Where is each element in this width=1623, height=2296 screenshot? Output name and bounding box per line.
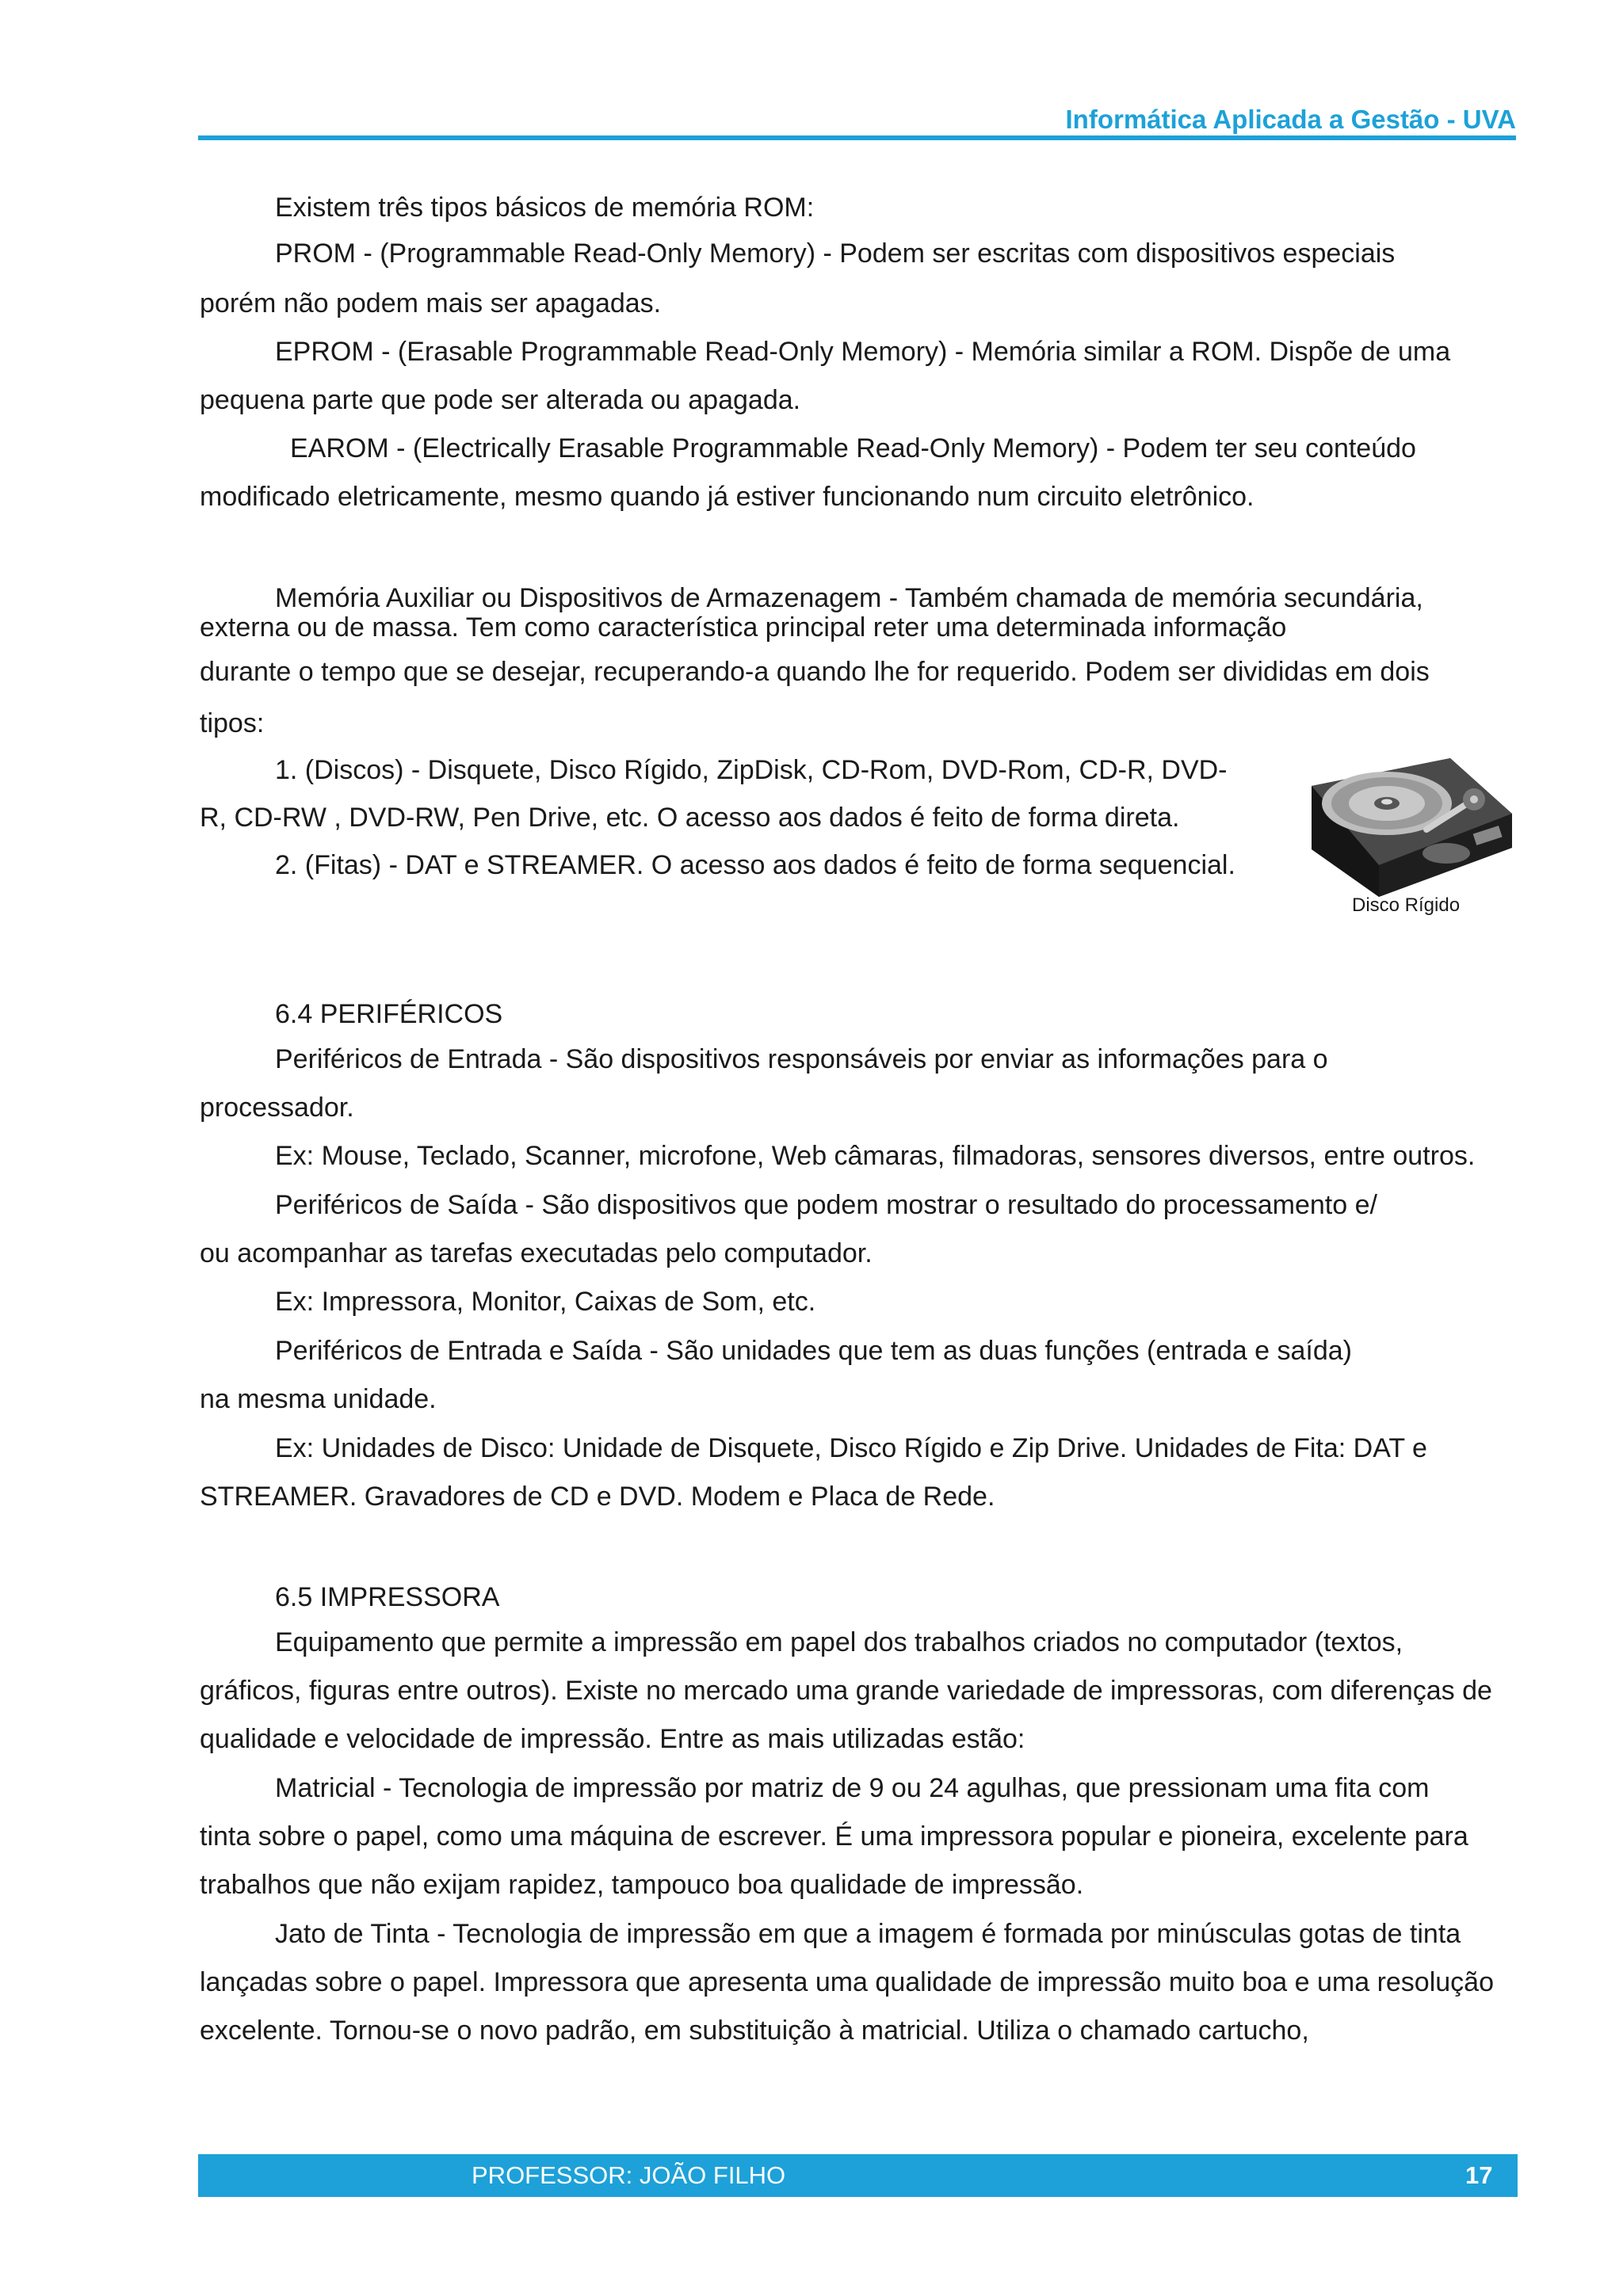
impressora-matricial-line-3: trabalhos que não exijam rapidez, tampouco boa qualidade de impressão. [200, 1870, 1084, 1900]
rom-earom-line-1: EAROM - (Electrically Erasable Programmable Read-Only Memory) - Podem ter seu conteúdo [290, 433, 1416, 463]
section-heading-perifericos: 6.4 PERIFÉRICOS [275, 999, 503, 1029]
perifericos-entrada-line-1: Periféricos de Entrada - São dispositivos responsáveis por enviar as informações para o [275, 1044, 1328, 1074]
perifericos-entrada-line-2: processador. [200, 1093, 354, 1123]
auxiliar-item-2: 2. (Fitas) - DAT e STREAMER. O acesso aos dados é feito de forma sequencial. [275, 850, 1235, 880]
figure-caption: Disco Rígido [1352, 894, 1461, 916]
section-heading-impressora: 6.5 IMPRESSORA [275, 1582, 500, 1612]
perifericos-es-line-1: Periféricos de Entrada e Saída - São unidades que tem as duas funções (entrada e saída) [275, 1336, 1352, 1366]
perifericos-saida-line-2: ou acompanhar as tarefas executadas pelo computador. [200, 1238, 873, 1268]
impressora-matricial-line-1: Matricial - Tecnologia de impressão por matriz de 9 ou 24 agulhas, que pressionam uma fita com [275, 1773, 1430, 1803]
rom-earom-line-2: modificado eletricamente, mesmo quando já estiver funcionando num circuito eletrônico. [200, 482, 1254, 512]
impressora-matricial-line-2: tinta sobre o papel, como uma máquina de escrever. É uma impressora popular e pioneira, excelente para [200, 1821, 1468, 1852]
footer-bar [198, 2154, 1518, 2197]
impressora-jato-line-2: lançadas sobre o papel. Impressora que apresenta uma qualidade de impressão muito boa e uma resolução [200, 1967, 1494, 1997]
impressora-intro-line-3: qualidade e velocidade de impressão. Entre as mais utilizadas estão: [200, 1724, 1025, 1754]
impressora-intro-line-1: Equipamento que permite a impressão em papel dos trabalhos criados no computador (textos, [275, 1627, 1403, 1657]
perifericos-es-example-line-1: Ex: Unidades de Disco: Unidade de Disquete, Disco Rígido e Zip Drive. Unidades de Fita: DAT e [275, 1433, 1427, 1463]
auxiliar-line-4: tipos: [200, 708, 265, 738]
auxiliar-item-1-line-1: 1. (Discos) - Disquete, Disco Rígido, ZipDisk, CD-Rom, DVD-Rom, CD-R, DVD- [275, 755, 1228, 785]
auxiliar-item-1-line-2: R, CD-RW , DVD-RW, Pen Drive, etc. O acesso aos dados é feito de forma direta. [200, 803, 1180, 833]
rom-prom-line-1: PROM - (Programmable Read-Only Memory) - Podem ser escritas com dispositivos especiais [275, 238, 1396, 269]
perifericos-es-example-line-2: STREAMER. Gravadores de CD e DVD. Modem e Placa de Rede. [200, 1482, 995, 1512]
auxiliar-line-2: externa ou de massa. Tem como característica principal reter uma determinada informação [200, 612, 1287, 643]
impressora-intro-line-2: gráficos, figuras entre outros). Existe no mercado uma grande variedade de impressoras, com diferenças de [200, 1676, 1492, 1706]
auxiliar-line-3: durante o tempo que se desejar, recuperando-a quando lhe for requerido. Podem ser divididas em dois [200, 657, 1430, 687]
perifericos-saida-line-1: Periféricos de Saída - São dispositivos que podem mostrar o resultado do processamento e/ [275, 1190, 1377, 1220]
header-rule [198, 135, 1516, 140]
auxiliar-line-1: Memória Auxiliar ou Dispositivos de Armazenagem - Também chamada de memória secundária, [275, 583, 1423, 613]
impressora-jato-line-1: Jato de Tinta - Tecnologia de impressão em que a imagem é formada por minúsculas gotas de tinta [275, 1919, 1461, 1949]
rom-prom-line-2: porém não podem mais ser apagadas. [200, 288, 662, 318]
page-number: 17 [1465, 2161, 1493, 2189]
perifericos-saida-example: Ex: Impressora, Monitor, Caixas de Som, etc. [275, 1287, 816, 1317]
rom-intro: Existem três tipos básicos de memória ROM: [275, 193, 815, 223]
rom-eprom-line-2: pequena parte que pode ser alterada ou apagada. [200, 385, 801, 415]
impressora-jato-line-3: excelente. Tornou-se o novo padrão, em substituição à matricial. Utiliza o chamado cartucho, [200, 2016, 1309, 2046]
perifericos-es-line-2: na mesma unidade. [200, 1384, 437, 1414]
perifericos-entrada-example: Ex: Mouse, Teclado, Scanner, microfone, Web câmaras, filmadoras, sensores diversos, entre outros. [275, 1141, 1476, 1171]
rom-eprom-line-1: EPROM - (Erasable Programmable Read-Only Memory) - Memória similar a ROM. Dispõe de uma [275, 337, 1451, 367]
header-title: Informática Aplicada a Gestão - UVA [1065, 105, 1516, 134]
footer-professor: PROFESSOR: JOÃO FILHO [472, 2161, 786, 2189]
